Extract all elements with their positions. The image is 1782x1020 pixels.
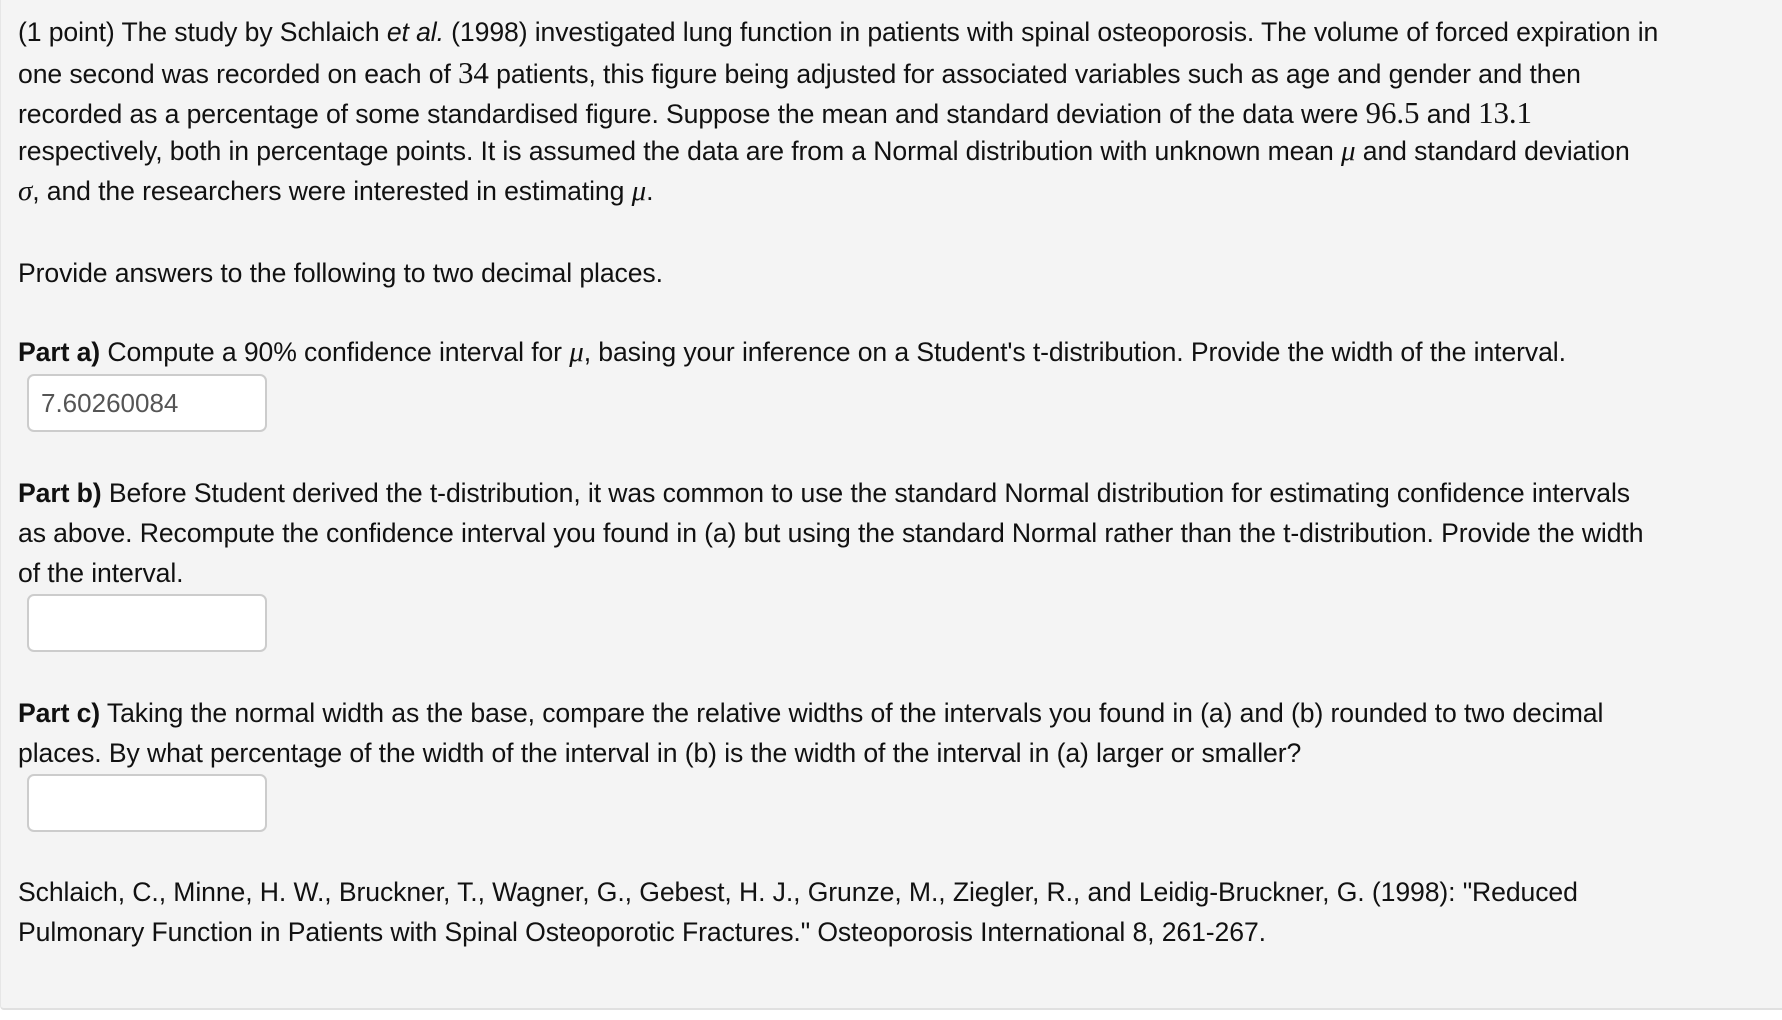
intro-line-3 bbox=[18, 93, 1778, 133]
mu-symbol: μ bbox=[631, 175, 647, 208]
intro-line-4 bbox=[18, 132, 1778, 172]
part-b-question bbox=[18, 474, 1778, 593]
intro-text: . bbox=[646, 176, 654, 207]
intro-line-5 bbox=[18, 172, 1778, 212]
et-al-text: et al. bbox=[386, 17, 444, 47]
reference-line: Pulmonary Function in Patients with Spinal Osteoporotic Fractures." Osteoporosis International 8, 261-267. bbox=[18, 916, 1266, 947]
reference-citation bbox=[18, 873, 1778, 953]
mean-value: 96.5 bbox=[1365, 94, 1420, 130]
sample-size-value: 34 bbox=[458, 54, 489, 90]
part-c-question bbox=[18, 694, 1778, 774]
intro-line-2 bbox=[18, 53, 1778, 93]
intro-text: one second was recorded on each of bbox=[18, 58, 459, 89]
intro-text: , and the researchers were interested in estimating bbox=[32, 176, 632, 207]
part-c-text: places. By what percentage of the width of the interval in (b) is the width of the interval in (a) larger or smaller? bbox=[18, 737, 1302, 768]
intro-text: patients, this figure being adjusted for associated variables such as age and gender and then bbox=[488, 58, 1581, 89]
part-b-answer-input[interactable] bbox=[27, 594, 267, 652]
part-a-question bbox=[18, 333, 1778, 373]
sd-value: 13.1 bbox=[1478, 94, 1532, 130]
intro-text: respectively, both in percentage points. It is assumed the data are from a Normal distribution with unknown mean bbox=[18, 136, 1342, 167]
part-c-label: Part c) bbox=[18, 698, 101, 728]
part-b-text: of the interval. bbox=[18, 557, 184, 588]
part-a-label: Part a) bbox=[18, 337, 101, 367]
part-b-text: as above. Recompute the confidence interval you found in (a) but using the standard Normal rather than the t-distribution. Provide the width bbox=[18, 517, 1644, 548]
instruction-text bbox=[18, 254, 1778, 294]
part-b-text: Before Student derived the t-distribution, it was common to use the standard Normal distribution for estimating confidence intervals bbox=[101, 478, 1630, 508]
part-c-text: Taking the normal width as the base, compare the relative widths of the intervals you found in (a) and (b) rounded to two decimal bbox=[100, 698, 1604, 728]
instruction-line: Provide answers to the following to two decimal places. bbox=[18, 258, 663, 288]
intro-paragraph bbox=[18, 13, 1778, 212]
intro-text: (1998) investigated lung function in patients with spinal osteoporosis. The volume of forced expiration in bbox=[443, 17, 1659, 47]
part-c-answer-input[interactable] bbox=[27, 774, 267, 832]
part-a-text: , basing your inference on a Student's t-distribution. Provide the width of the interval. bbox=[583, 337, 1566, 367]
mu-symbol: μ bbox=[1341, 135, 1356, 168]
intro-text: (1 point) The study by Schlaich bbox=[18, 17, 387, 47]
part-a-answer-input[interactable] bbox=[27, 374, 267, 432]
part-a-text: Compute a 90% confidence interval for bbox=[100, 337, 570, 367]
intro-text: recorded as a percentage of some standardised figure. Suppose the mean and standard deviation of the data were bbox=[18, 98, 1366, 129]
sigma-symbol: σ bbox=[18, 175, 33, 208]
intro-line-1 bbox=[18, 13, 1778, 53]
intro-text: and bbox=[1419, 98, 1479, 129]
mu-symbol: μ bbox=[569, 336, 584, 368]
reference-line: Schlaich, C., Minne, H. W., Bruckner, T., Wagner, G., Gebest, H. J., Grunze, M., Ziegler, R., and Leidig-Bruckner, G. (1998): "Reduced bbox=[18, 877, 1578, 907]
part-b-label: Part b) bbox=[18, 478, 102, 508]
intro-text: and standard deviation bbox=[1355, 136, 1630, 167]
